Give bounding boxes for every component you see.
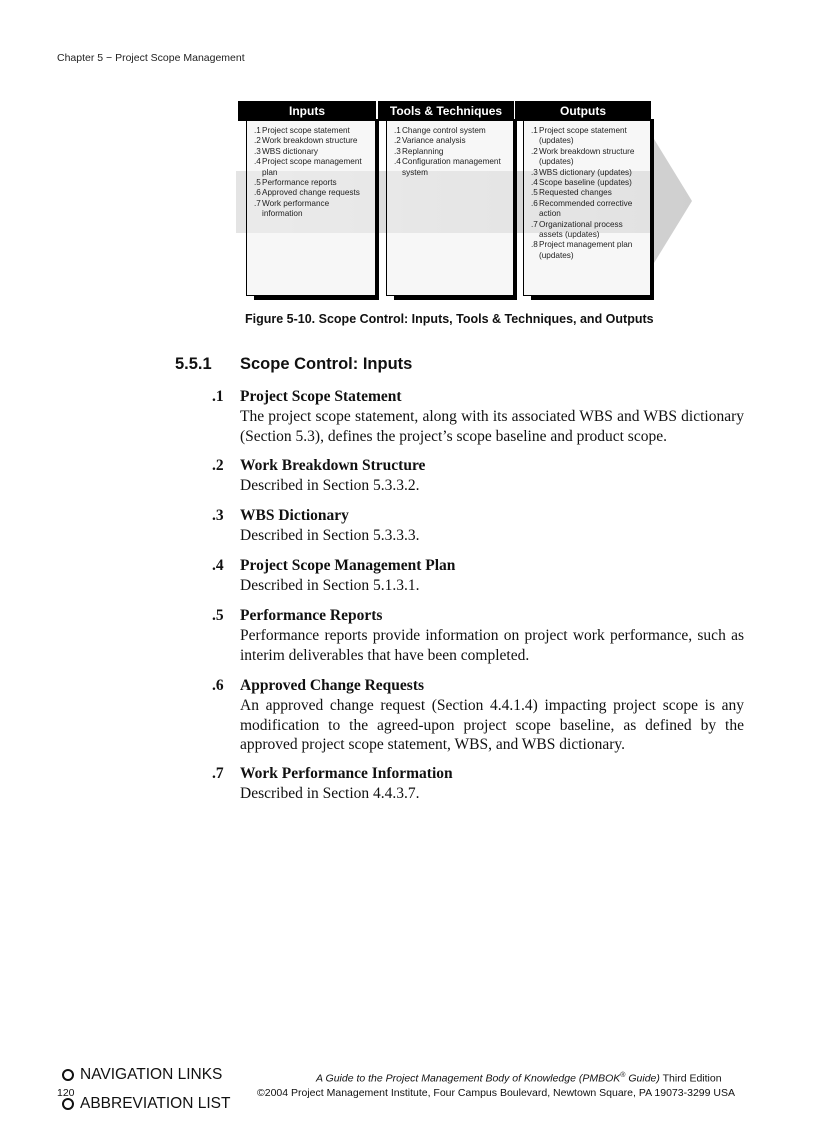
item-title: Performance Reports: [240, 607, 383, 624]
item-title: Project Scope Statement: [240, 388, 402, 405]
list-item: .4 Project scope management plan: [254, 157, 362, 177]
navigation-links-label: NAVIGATION LINKS: [80, 1066, 223, 1083]
item-title: Work Breakdown Structure: [240, 457, 426, 474]
list-item: .1 Change control system: [394, 126, 486, 135]
outputs-column: [515, 101, 651, 302]
list-item: .6 Recommended corrective action: [531, 198, 633, 219]
item-body: Performance reports provide information on project work performance, such as interim deliverables that have been completed.: [240, 627, 744, 664]
list-item: .4 Configuration management system: [394, 157, 501, 177]
item-number: .2: [212, 457, 224, 474]
section-number: 5.5.1: [175, 355, 212, 373]
circle-icon: [62, 1098, 74, 1110]
list-item: .4 Scope baseline (updates): [531, 178, 632, 188]
list-item: .5 Performance reports: [254, 178, 337, 188]
item-body: Described in Section 5.3.3.3.: [240, 527, 420, 544]
list-item: .3 WBS dictionary: [254, 146, 318, 156]
list-item: .3 Replanning: [394, 146, 444, 156]
item-number: .1: [212, 388, 224, 405]
page-number: 120: [57, 1087, 75, 1099]
running-header: Chapter 5 − Project Scope Management: [57, 52, 245, 64]
item-number: .5: [212, 607, 224, 624]
inputs-column: [238, 101, 376, 302]
list-item: .7 Work performance information: [254, 198, 330, 219]
item-number: .7: [212, 765, 224, 782]
book-title: A Guide to the Project Management Body of Knowledge (PMBOK® Guide) Third Edition: [316, 1072, 722, 1085]
list-item: .1 Project scope statement (updates): [531, 126, 627, 146]
item-title: Project Scope Management Plan: [240, 557, 456, 574]
item-number: .4: [212, 557, 224, 574]
abbreviation-list-link[interactable]: [62, 1095, 230, 1113]
list-item: .7 Organizational process assets (updates): [531, 219, 623, 240]
list-item: .3 WBS dictionary (updates): [531, 167, 632, 177]
item-title: WBS Dictionary: [240, 507, 349, 524]
navigation-links-link[interactable]: [62, 1066, 222, 1084]
item-body: Described in Section 5.3.3.2.: [240, 477, 420, 494]
tools-column: [378, 101, 514, 302]
item-body: The project scope statement, along with its associated WBS and WBS dictionary (Section 5.3), defines the project’s scope baseline and product scope.: [240, 408, 744, 445]
item-title: Approved Change Requests: [240, 677, 425, 694]
list-item: .2 Work breakdown structure (updates): [531, 146, 635, 167]
copyright: ©2004 Project Management Institute, Four Campus Boulevard, Newtown Square, PA 19073-3299 USA: [257, 1087, 735, 1099]
figure-caption: Figure 5-10. Scope Control: Inputs, Tools & Techniques, and Outputs: [245, 312, 654, 326]
item-number: .6: [212, 677, 224, 694]
ito-figure: [236, 101, 692, 302]
tools-header: Tools & Techniques: [378, 101, 514, 121]
item-number: .3: [212, 507, 224, 524]
inputs-list: [248, 123, 374, 220]
inputs-header: Inputs: [238, 101, 376, 121]
item-body: Described in Section 5.1.3.1.: [240, 577, 420, 594]
section-title: Scope Control: Inputs: [240, 355, 413, 373]
list-item: .2 Variance analysis: [394, 136, 466, 146]
item-body: Described in Section 4.4.3.7.: [240, 785, 420, 802]
item-body: An approved change request (Section 4.4.1.4) impacting project scope is any modification to the agreed-upon project scope baseline, as defined by the approved project scope statement, WBS, and WBS dictionary.: [240, 697, 744, 753]
item-title: Work Performance Information: [240, 765, 453, 782]
outputs-list: [525, 123, 649, 261]
outputs-header: Outputs: [515, 101, 651, 121]
list-item: .1 Project scope statement: [254, 126, 350, 135]
tools-list: [388, 123, 512, 178]
list-item: .8 Project management plan (updates): [531, 240, 633, 260]
list-item: .2 Work breakdown structure: [254, 136, 358, 146]
list-item: .5 Requested changes: [531, 188, 612, 198]
circle-icon: [62, 1069, 74, 1081]
list-item: .6 Approved change requests: [254, 188, 360, 198]
abbreviation-list-label: ABBREVIATION LIST: [80, 1095, 231, 1112]
